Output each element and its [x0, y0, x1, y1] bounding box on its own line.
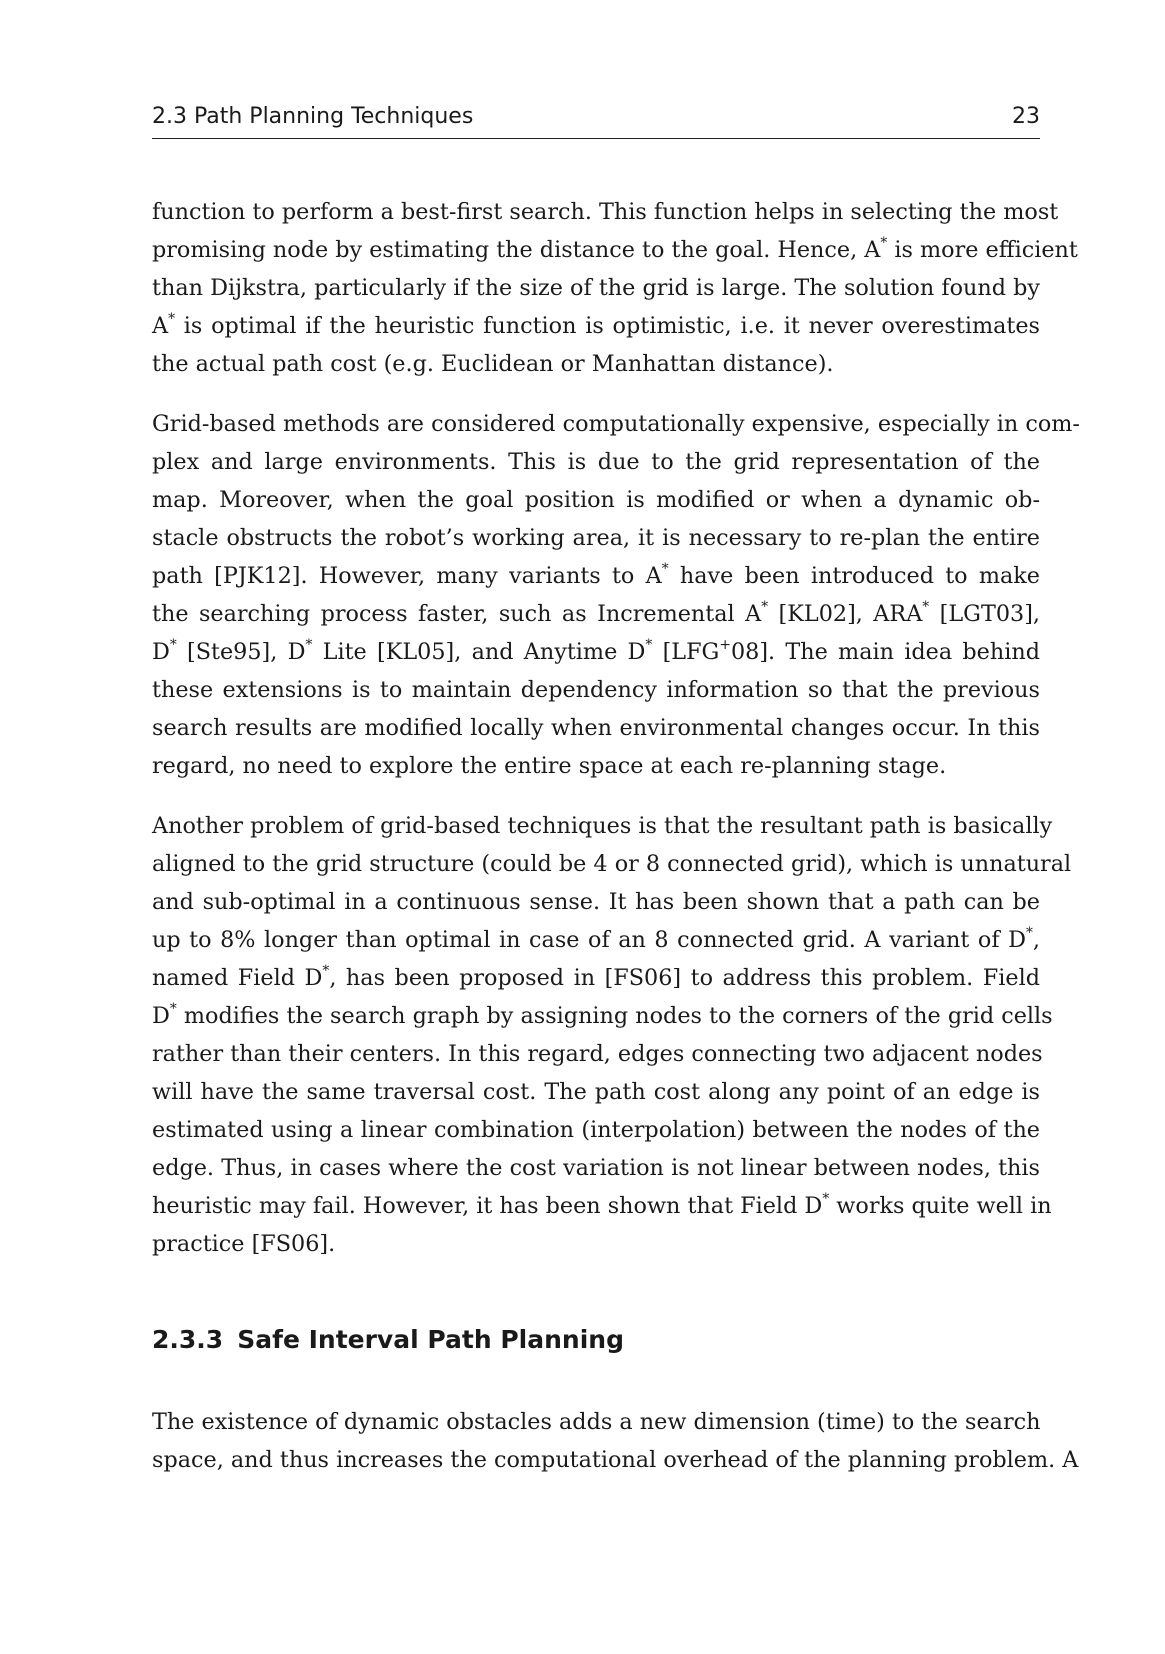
section-number: 2.3.3	[152, 1325, 224, 1354]
text-line: The existence of dynamic obstacles adds a new dimension (time) to the search	[152, 1409, 1041, 1435]
text-line: map. Moreover, when the goal position is modified or when a dynamic ob-	[152, 487, 1040, 513]
header-section-title: 2.3 Path Planning Techniques	[152, 104, 474, 129]
text-line: edge. Thus, in cases where the cost variation is not linear between nodes, this	[152, 1155, 1040, 1181]
section-heading	[152, 1325, 1040, 1354]
text-line: named Field D*, has been proposed in [FS06] to address this problem. Field	[152, 962, 1040, 991]
text-line: Another problem of grid-based techniques is that the resultant path is basically	[152, 813, 1053, 839]
text-line: practice [FS06].	[152, 1231, 336, 1257]
text-line: than Dijkstra, particularly if the size of the grid is large. The solution found by	[152, 275, 1040, 301]
section-title: Safe Interval Path Planning	[237, 1325, 624, 1354]
text-line: will have the same traversal cost. The path cost along any point of an edge is	[152, 1079, 1040, 1105]
body-text	[152, 193, 1080, 1285]
text-line: the searching process faster, such as Incremental A* [KL02], ARA* [LGT03],	[152, 598, 1040, 627]
text-line: estimated using a linear combination (interpolation) between the nodes of the	[152, 1117, 1040, 1143]
text-line: function to perform a best-first search. This function helps in selecting the most	[152, 199, 1059, 225]
text-line: A* is optimal if the heuristic function is optimistic, i.e. it never overestimates	[152, 310, 1040, 339]
text-line: rather than their centers. In this regard, edges connecting two adjacent nodes	[152, 1041, 1043, 1067]
text-line: aligned to the grid structure (could be 4 or 8 connected grid), which is unnatural	[152, 851, 1072, 877]
text-line: the actual path cost (e.g. Euclidean or Manhattan distance).	[152, 351, 834, 377]
text-line: and sub-optimal in a continuous sense. It has been shown that a path can be	[152, 889, 1040, 915]
section-body-text	[152, 1403, 1079, 1479]
paragraph-3	[152, 807, 1072, 1263]
paragraph-2	[152, 405, 1080, 785]
text-line: path [PJK12]. However, many variants to A* have been introduced to make	[152, 560, 1041, 589]
running-header	[152, 100, 1040, 139]
page-number: 23	[1012, 104, 1040, 129]
text-line: space, and thus increases the computational overhead of the planning problem. A	[152, 1447, 1079, 1473]
text-line: promising node by estimating the distance to the goal. Hence, A* is more efficient	[152, 234, 1078, 263]
paragraph-1	[152, 193, 1078, 383]
text-line: stacle obstructs the robot’s working area, it is necessary to re-plan the entire	[152, 525, 1040, 551]
text-line: D* modifies the search graph by assigning nodes to the corners of the grid cells	[152, 1000, 1053, 1029]
text-line: D* [Ste95], D* Lite [KL05], and Anytime D* [LFG+08]. The main idea behind	[152, 636, 1040, 665]
text-line: regard, no need to explore the entire space at each re-planning stage.	[152, 753, 947, 779]
text-line: up to 8% longer than optimal in case of an 8 connected grid. A variant of D*,	[152, 924, 1040, 953]
text-line: heuristic may fail. However, it has been shown that Field D* works quite well in	[152, 1190, 1052, 1219]
text-line: Grid-based methods are considered computationally expensive, especially in com-	[152, 411, 1080, 437]
text-line: search results are modified locally when environmental changes occur. In this	[152, 715, 1040, 741]
text-line: these extensions is to maintain dependency information so that the previous	[152, 677, 1040, 703]
text-line: plex and large environments. This is due to the grid representation of the	[152, 449, 1040, 475]
